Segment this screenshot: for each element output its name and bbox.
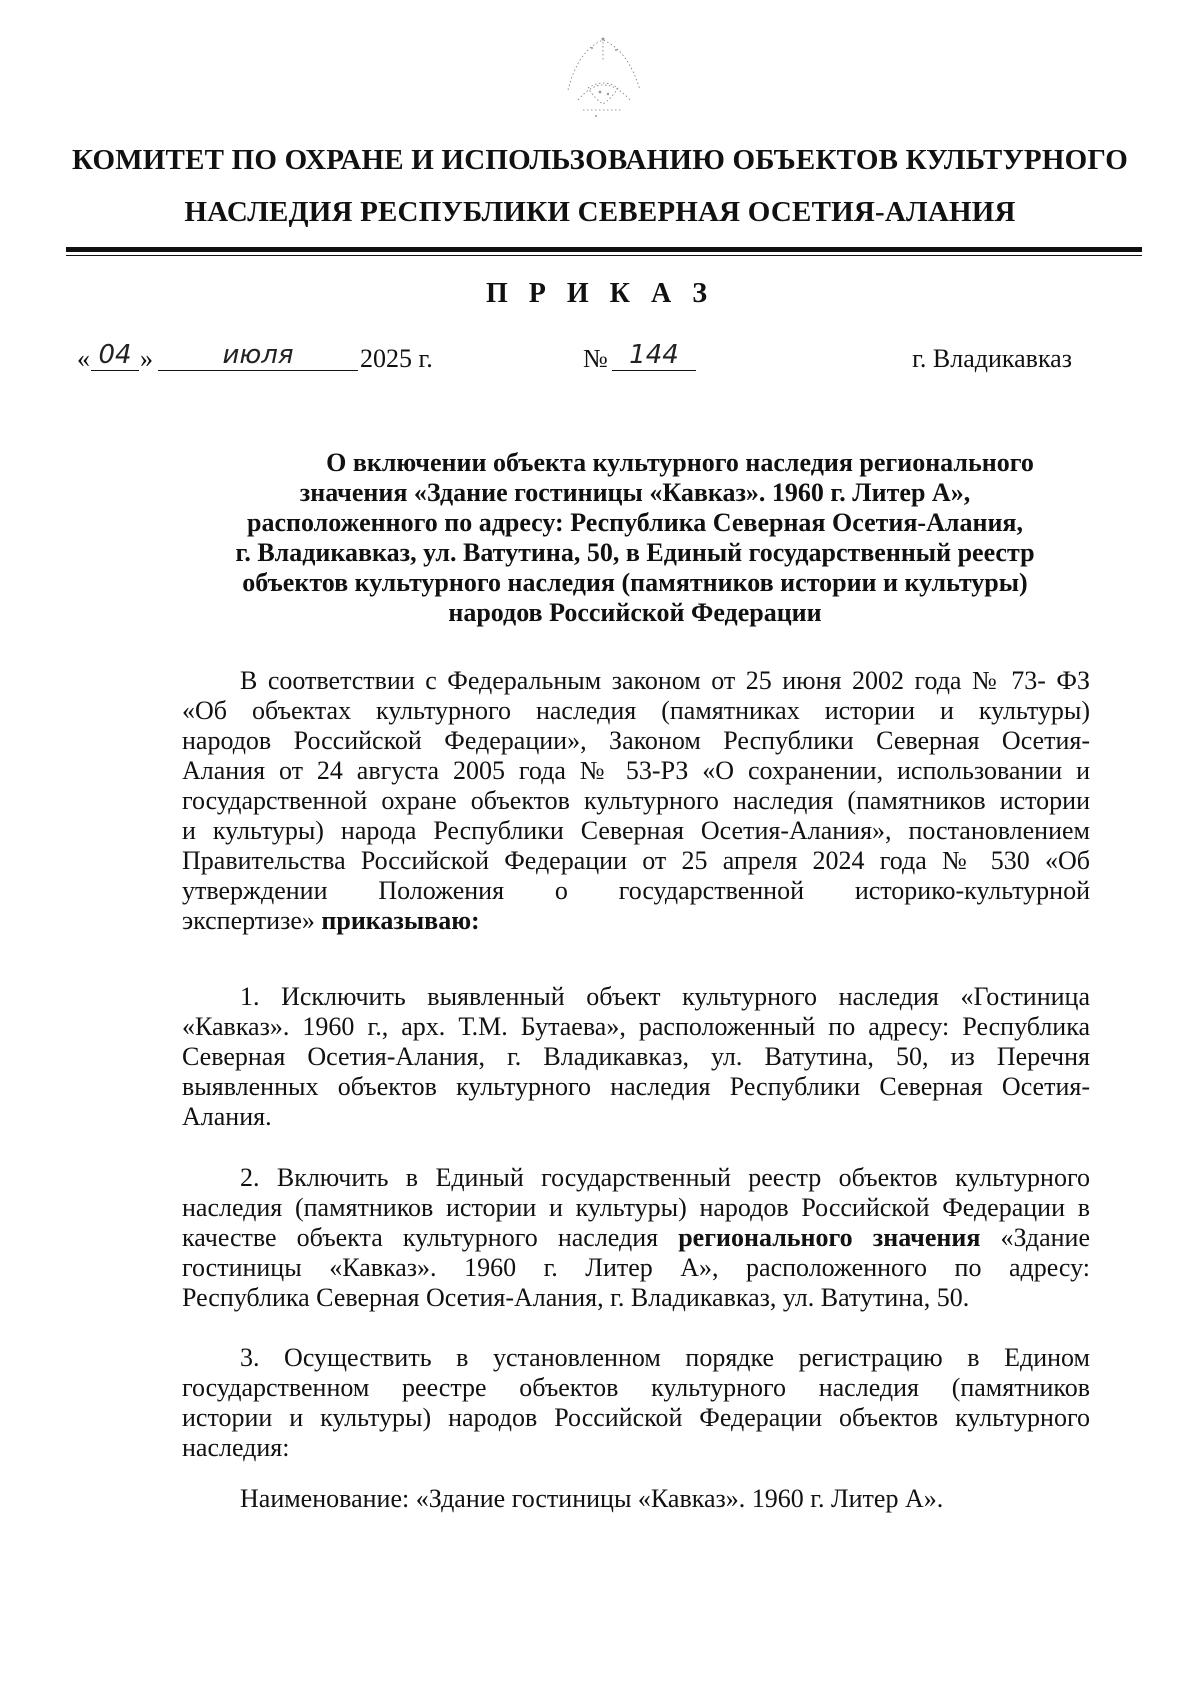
date-day-handwritten: 04 bbox=[91, 340, 139, 371]
order-number-sign: № bbox=[583, 344, 608, 373]
date-quote-open: « bbox=[77, 344, 90, 373]
order-number-handwritten: 144 bbox=[612, 340, 696, 371]
date-month-handwritten: июля bbox=[158, 340, 358, 371]
object-name-paragraph bbox=[182, 1484, 1090, 1514]
document-type-title: П Р И К А З bbox=[486, 278, 714, 309]
item2-plain: качестве объекта культурного наследия bbox=[182, 1223, 659, 1252]
subject-line: расположенного по адресу: Республика Северная Осетия-Алания, bbox=[246, 508, 1023, 537]
text-line: Северная Осетия-Алания, г. Владикавказ, ул. Ватутина, 50, из Перечня bbox=[182, 1042, 1090, 1071]
text-line: истории и культуры) народов Российской Федерации объектов культурного bbox=[182, 1403, 1090, 1432]
order-item-2 bbox=[182, 1163, 1090, 1313]
text-line: государственной охране объектов культурного наследия (памятников истории bbox=[182, 786, 1090, 815]
text-line: 2. Включить в Единый государственный реестр объектов культурного bbox=[240, 1163, 1090, 1192]
text-line bbox=[182, 906, 1090, 936]
text-line: народов Российской Федерации», Законом Республики Северная Осетия- bbox=[182, 726, 1090, 755]
org-name-line-2: НАСЛЕДИЯ РЕСПУБЛИКИ СЕВЕРНАЯ ОСЕТИЯ-АЛАНИЯ bbox=[184, 196, 1016, 228]
subject-line: объектов культурного наследия (памятников истории и культуры) bbox=[242, 568, 1028, 597]
item2-bold-significance: регионального значения bbox=[678, 1223, 981, 1252]
subject-line: значения «Здание гостиницы «Кавказ». 1960 г. Литер А», bbox=[299, 478, 971, 507]
text-line: 3. Осуществить в установленном порядке регистрацию в Едином bbox=[240, 1343, 1090, 1372]
text-line: выявленных объектов культурного наследия Республики Северная Осетия- bbox=[182, 1072, 1090, 1101]
text-line: Республика Северная Осетия-Алания, г. Владикавказ, ул. Ватутина, 50. bbox=[182, 1283, 970, 1312]
text-line: В соответствии с Федеральным законом от 25 июня 2002 года № 73- ФЗ bbox=[240, 666, 1090, 695]
order-verb: приказываю: bbox=[321, 906, 480, 935]
text-line: Правительства Российской Федерации от 25 апреля 2024 года № 530 «Об bbox=[182, 846, 1090, 875]
text-line: «Кавказ». 1960 г., арх. Т.М. Бутаева», расположенный по адресу: Республика bbox=[182, 1012, 1090, 1041]
preamble-paragraph bbox=[182, 666, 1090, 936]
item2-tail: «Здание bbox=[1000, 1223, 1090, 1252]
header-rule-thick bbox=[66, 247, 1142, 252]
order-item-1 bbox=[182, 982, 1090, 1132]
text-line bbox=[182, 1223, 1090, 1253]
text-line: наследия (памятников истории и культуры) народов Российской Федерации в bbox=[182, 1193, 1090, 1222]
object-name-line: Наименование: «Здание гостиницы «Кавказ». 1960 г. Литер А». bbox=[240, 1484, 944, 1513]
text-line: наследия: bbox=[182, 1433, 290, 1462]
preamble-tail: экспертизе» bbox=[182, 906, 315, 935]
city-name: г. Владикавказ bbox=[912, 344, 1072, 373]
org-name-line-1: КОМИТЕТ ПО ОХРАНЕ И ИСПОЛЬЗОВАНИЮ ОБЪЕКТОВ КУЛЬТУРНОГО bbox=[71, 144, 1129, 176]
text-line: утверждении Положения о государственной историко-культурной bbox=[182, 876, 1090, 905]
text-line: и культуры) народа Республики Северная Осетия-Алания», постановлением bbox=[182, 816, 1090, 845]
order-item-3 bbox=[182, 1343, 1090, 1463]
text-line: 1. Исключить выявленный объект культурного наследия «Гостиница bbox=[240, 982, 1090, 1011]
coat-of-arms-icon bbox=[548, 30, 658, 126]
text-line: государственном реестре объектов культурного наследия (памятников bbox=[182, 1373, 1090, 1402]
text-line: гостиницы «Кавказ». 1960 г. Литер А», расположенного по адресу: bbox=[182, 1253, 1090, 1282]
date-year: 2025 г. bbox=[360, 344, 433, 373]
text-line: «Об объектах культурного наследия (памятниках истории и культуры) bbox=[182, 696, 1090, 725]
text-line: Алания от 24 августа 2005 года № 53-РЗ «О сохранении, использовании и bbox=[182, 756, 1090, 785]
subject-line: народов Российской Федерации bbox=[448, 598, 822, 627]
text-line: Алания. bbox=[182, 1102, 272, 1131]
date-quote-close: » bbox=[140, 344, 153, 373]
header-rule-thin bbox=[66, 255, 1142, 256]
subject-line: г. Владикавказ, ул. Ватутина, 50, в Единый государственный реестр bbox=[235, 538, 1035, 567]
order-subject bbox=[160, 448, 1110, 628]
subject-line: О включении объекта культурного наследия регионального bbox=[326, 448, 1034, 477]
